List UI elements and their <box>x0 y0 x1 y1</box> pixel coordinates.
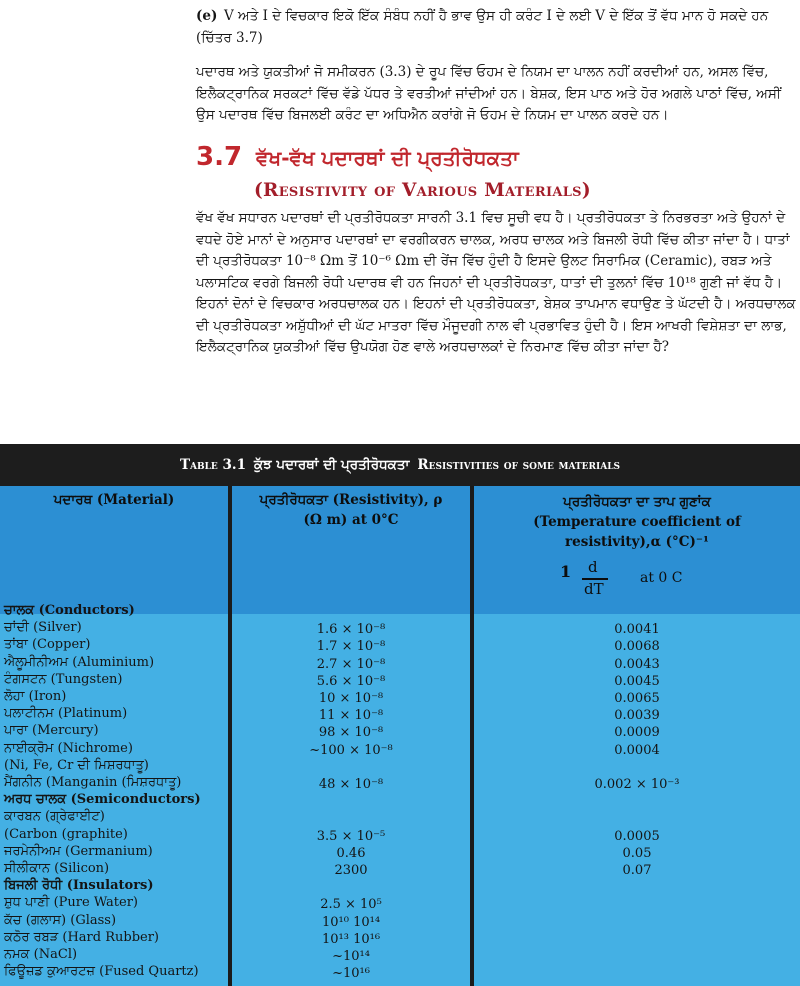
header-resistivity-line1: ਪ੍ਰਤੀਰੋਧਕਤਾ (Resistivity), ρ <box>259 492 443 508</box>
material-cell: ਪਲਾਟੀਨਮ (Platinum) <box>4 706 128 722</box>
table-title-english: Resistivities of some materials <box>417 457 621 473</box>
material-cell: ਕਠੋਰ ਰਬੜ (Hard Rubber) <box>4 929 160 945</box>
resistivity-cell: 1.7 × 10⁻⁸ <box>316 639 386 655</box>
material-cell: (Carbon (graphite) <box>4 826 128 842</box>
material-cell: ਨਮਕ (NaCl) <box>4 947 78 962</box>
header-resistivity-line2: (Ω m) at 0°C <box>303 512 399 528</box>
resistivity-cell: ~10¹⁶ <box>332 966 370 982</box>
material-cell: ਫਿਊਜ਼ਡ ਕੁਆਰਟਜ਼ (Fused Quartz) <box>4 964 199 980</box>
material-cell: ਸ਼ੁਧ ਪਾਣੀ (Pure Water) <box>4 895 139 911</box>
table-row <box>0 963 800 983</box>
material-cell: (Ni, Fe, Cr ਦੀ ਮਿਸ਼ਰਧਾਤੂ) <box>4 757 149 773</box>
tempcoef-cell: 0.0043 <box>614 656 660 672</box>
material-cell: ਚਾਲਕ (Conductors) <box>4 603 135 618</box>
material-cell: ਅਰਧ ਚਾਲਕ (Semiconductors) <box>4 792 201 808</box>
item-label: (e) <box>196 8 218 24</box>
resistivity-cell: 10 × 10⁻⁸ <box>318 691 384 706</box>
tempcoef-cell: 0.0045 <box>614 673 660 689</box>
header-resistivity <box>232 490 470 530</box>
tempcoef-cell: 0.0041 <box>614 622 660 638</box>
resistivity-cell: 2.5 × 10⁵ <box>320 897 382 913</box>
header-tempcoef-line1: ਪ੍ਰਤੀਰੋਧਕਤਾ ਦਾ ਤਾਪ ਗੁਣਾਂਕ <box>563 494 711 510</box>
material-cell: ਨਾਈਕ੍ਰੋਮ (Nichrome) <box>4 740 133 756</box>
resistivity-cell: 2300 <box>334 863 368 878</box>
material-cell: ਕਾਰਬਨ (ਗ੍ਰੇਫਾਈਟ) <box>4 809 105 825</box>
tempcoef-cell: 0.0004 <box>614 742 660 758</box>
material-cell: ਕੱਚ (ਗਲਾਸ) (Glass) <box>4 912 117 928</box>
fraction-denominator: dT <box>584 580 604 598</box>
header-material: ਪਦਾਰਥ (Material) <box>53 492 175 508</box>
material-cell: ਬਿਜਲੀ ਰੋਧੀ (Insulators) <box>4 878 154 894</box>
resistivity-cell: 0.46 <box>336 845 366 861</box>
tempcoef-cell: 0.0005 <box>614 828 660 844</box>
resistivity-cell: 98 × 10⁻⁸ <box>318 725 384 741</box>
tempcoef-cell: 0.0068 <box>614 639 660 655</box>
header-tempcoef <box>474 492 800 552</box>
header-tempcoef-line2: (Temperature coefficient of <box>533 514 741 530</box>
section-title-punjabi: ਵੱਖ-ਵੱਖ ਪਦਾਰਥਾਂ ਦੀ ਪ੍ਰਤੀਰੋਧਕਤਾ <box>256 146 519 170</box>
intro-paragraph-1 <box>196 6 800 49</box>
resistivity-cell: ~100 × 10⁻⁸ <box>309 742 393 758</box>
section-title-english: (Resistivity of Various Materials) <box>254 180 591 201</box>
material-cell: ਟੰਗਸਟਨ (Tungsten) <box>4 671 123 687</box>
material-cell: ਲੋਹਾ (Iron) <box>4 689 67 704</box>
tempcoef-cell: 0.0009 <box>614 725 660 741</box>
header-at-0c: at 0 C <box>640 570 683 586</box>
header-tempcoef-line3: resistivity),α (°C)⁻¹ <box>565 534 709 550</box>
material-cell: ਮੈਂਗਨੀਨ (Manganin (ਮਿਸ਼ਰਧਾਤੂ) <box>4 775 182 790</box>
fraction-coefficient: 1 <box>560 562 572 581</box>
intro-paragraph-2: ਪਦਾਰਥ ਅਤੇ ਯੁਕਤੀਆਂ ਜੋ ਸਮੀਕਰਨ (3.3) ਦੇ ਰੂਪ ਵਿੱਚ ਓਹਮ ਦੇ ਨਿਯਮ ਦਾ ਪਾਲਨ ਨਹੀਂ ਕਰਦੀਆਂ ਹਨ, ਅਸਲ ਵਿੱਚ, ਇਲੈਕਟ੍ਰਾਨਿਕ ਸਰਕਟਾਂ ਵਿੱਚ ਵੱਡੇ ਪੱਧਰ ਤੇ ਵਰਤੀਆਂ ਜਾਂਦੀਆਂ ਹਨ। ਬੇਸ਼ਕ, ਇਸ ਪਾਠ ਅਤੇ ਹੋਰ ਅਗਲੇ ਪਾਠਾਂ ਵਿੱਚ, ਅਸੀਂ ਉਸ ਪਦਾਰਥ ਵਿੱਚ ਬਿਜਲਈ ਕਰੰਟ ਦਾ ਅਧਿਐਨ ਕਰਾਂਗੇ ਜੋ ਓਹਮ ਦੇ ਨਿਯਮ ਦਾ ਪਾਲਨ ਕਰਦੇ ਹਨ। <box>196 64 781 123</box>
tempcoef-cell: 0.07 <box>622 863 652 878</box>
resistivity-cell: 1.6 × 10⁻⁸ <box>316 622 386 638</box>
resistivity-cell: 10¹⁰ 10¹⁴ <box>321 914 381 930</box>
resistivity-cell: 11 × 10⁻⁸ <box>318 708 384 724</box>
tempcoef-cell: 0.05 <box>622 845 652 861</box>
resistivity-cell: 3.5 × 10⁻⁵ <box>316 828 386 844</box>
resistivity-cell: 48 × 10⁻⁸ <box>318 777 384 792</box>
tempcoef-cell: 0.002 × 10⁻³ <box>594 777 680 792</box>
tempcoef-cell: 0.0065 <box>614 691 660 706</box>
table-title-punjabi: ਕੁੱਝ ਪਦਾਰਥਾਂ ਦੀ ਪ੍ਰਤੀਰੋਧਕਤਾ <box>253 457 410 473</box>
table-label: Table 3.1 <box>179 457 246 473</box>
resistivity-cell: 5.6 × 10⁻⁸ <box>316 673 386 689</box>
material-cell: ਤਾਂਬਾ (Copper) <box>4 637 91 653</box>
derivative-fraction <box>554 556 614 606</box>
material-cell: ਜਰਮੇਨੀਅਮ (Germanium) <box>4 843 153 859</box>
body-paragraph: ਵੱਖ ਵੱਖ ਸਧਾਰਨ ਪਦਾਰਥਾਂ ਦੀ ਪ੍ਰਤੀਰੋਧਕਤਾ ਸਾਰਨੀ 3.1 ਵਿਚ ਸੂਚੀ ਵਧ ਹੈ। ਪ੍ਰਤੀਰੋਧਕਤਾ ਤੇ ਨਿਰਭਰਤਾ ਅਤੇ ਉਹਨਾਂ ਦੇ ਵਧਦੇ ਹੋਏ ਮਾਨਾਂ ਦੇ ਅਨੁਸਾਰ ਪਦਾਰਥਾਂ ਦਾ ਵਰਗੀਕਰਨ ਚਾਲਕ, ਅਰਧ ਚਾਲਕ ਅਤੇ ਬਿਜਲੀ ਰੋਧੀ ਵਿੱਚ ਕੀਤਾ ਜਾਂਦਾ ਹੈ। ਧਾਤਾਂ ਦੀ ਪ੍ਰਤੀਰੋਧਕਤਾ 10⁻⁸ Ωm ਤੋਂ 10⁻⁶ Ωm ਦੀ ਰੇਂਜ ਵਿੱਚ ਹੁੰਦੀ ਹੈ ਇਸਦੇ ਉਲਟ ਸਿਰਾਮਿਕ (Ceramic), ਰਬੜ ਅਤੇ ਪਲਾਸਟਿਕ ਵਰਗੇ ਬਿਜਲੀ ਰੋਧੀ ਪਦਾਰਥ ਵੀ ਹਨ ਜਿਹਨਾਂ ਦੀ ਪ੍ਰਤੀਰੋਧਕਤਾ, ਧਾਤਾਂ ਦੀ ਤੁਲਨਾਂ ਵਿੱਚ 10¹⁸ ਗੁਣੀ ਜਾਂ ਵੱਧ ਹੈ। ਇਹਨਾਂ ਦੋਨਾਂ ਦੇ ਵਿਚਕਾਰ ਅਰਧਚਾਲਕ ਹਨ। ਇਹਨਾਂ ਦੀ ਪ੍ਰਤੀਰੋਧਕਤਾ, ਬੇਸ਼ਕ ਤਾਪਮਾਨ ਵਧਾਉਣ ਤੇ ਘੱਟਦੀ ਹੈ। ਅਰਧਚਾਲਕ ਦੀ ਪ੍ਰਤੀਰੋਧਕਤਾ ਅਸ਼ੁੱਧੀਆਂ ਦੀ ਘੱਟ ਮਾਤਰਾ ਵਿੱਚ ਮੌਜੂਦਗੀ ਨਾਲ ਵੀ ਪ੍ਰਭਾਵਿਤ ਹੁੰਦੀ ਹੈ। ਇਸ ਆਖਰੀ ਵਿਸ਼ੇਸ਼ਤਾ ਦਾ ਲਾਭ, ਇਲੈਕਟ੍ਰਾਨਿਕ ਯੁਕਤੀਆਂ ਵਿੱਚ ਉਪਯੋਗ ਹੋਣ ਵਾਲੇ ਅਰਧਚਾਲਕਾਂ ਦੇ ਨਿਰਮਾਣ ਵਿੱਚ ਕੀਤਾ ਜਾਂਦਾ ਹੈ? <box>196 210 796 355</box>
material-cell: ਪਾਰਾ (Mercury) <box>4 723 99 739</box>
resistivity-cell: 2.7 × 10⁻⁸ <box>316 656 386 672</box>
material-cell: ਚਾਂਦੀ (Silver) <box>4 620 82 636</box>
section-number: 3.7 <box>196 142 243 172</box>
resistivity-cell: 10¹³ 10¹⁶ <box>321 931 381 947</box>
material-cell: ਐਲੂਮੀਨੀਅਮ (Aluminium) <box>4 654 155 670</box>
table-title-bar <box>0 444 800 486</box>
fraction-numerator: d <box>588 558 598 576</box>
intro-text-1: V ਅਤੇ I ਦੇ ਵਿਚਕਾਰ ਇਕੋ ਇੱਕ ਸੰਬੰਧ ਨਹੀਂ ਹੈ ਭਾਵ ਉਸ ਹੀ ਕਰੰਟ I ਦੇ ਲਈ V ਦੇ ਇੱਕ ਤੋਂ ਵੱਧ ਮਾਨ ਹੋ ਸਕਦੇ ਹਨ (ਚਿੱਤਰ 3.7) <box>196 8 769 46</box>
resistivity-cell: ~10¹⁴ <box>332 949 370 964</box>
tempcoef-cell: 0.0039 <box>614 708 660 724</box>
material-cell: ਸੀਲੀਕਾਨ (Silicon) <box>4 861 110 876</box>
